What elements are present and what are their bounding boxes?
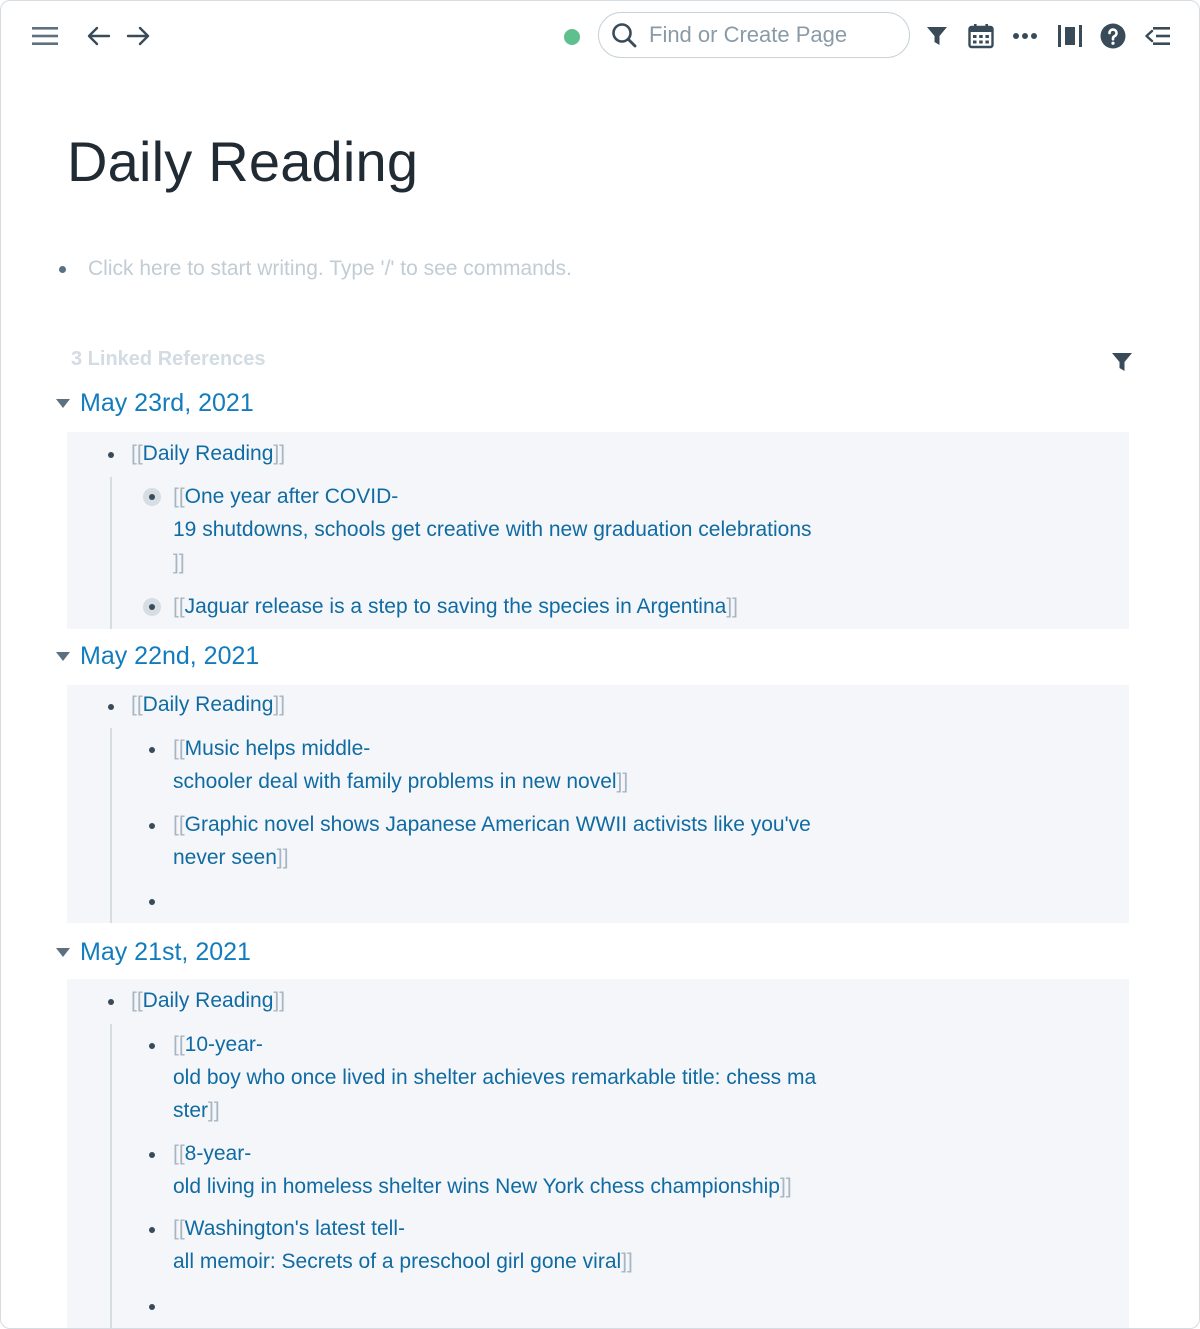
page-link[interactable]: 8-year- (184, 1142, 252, 1165)
block-bullet[interactable] (149, 823, 155, 829)
forward-arrow-icon[interactable] (125, 23, 151, 49)
page-link[interactable]: Music helps middle- (184, 737, 371, 760)
list-item[interactable]: [[One year after COVID- 19 shutdowns, schools get creative with new graduation celebrations ]] (173, 485, 812, 574)
search-box[interactable] (598, 12, 910, 58)
parent-block[interactable]: [[Daily Reading]] (131, 989, 286, 1012)
reference-date-link[interactable]: May 23rd, 2021 (80, 389, 254, 417)
page-link[interactable]: Graphic novel shows Japanese American WWII activists like you've (184, 813, 811, 836)
block-bullet[interactable] (149, 1043, 155, 1049)
list-item[interactable]: [[Music helps middle- schooler deal with family problems in new novel]] (173, 737, 629, 793)
page-link-continued[interactable]: ster (173, 1099, 209, 1122)
list-item[interactable]: [[10-year- old boy who once lived in shelter achieves remarkable title: chess ma ster]] (173, 1033, 817, 1122)
block-bullet[interactable] (149, 1227, 155, 1233)
page-link[interactable]: Daily Reading (142, 989, 274, 1012)
search-input[interactable] (647, 21, 901, 49)
page-link-continued[interactable]: all memoir: Secrets of a preschool girl gone viral (173, 1250, 622, 1273)
page-link-continued[interactable]: never seen (173, 846, 277, 869)
empty-block-bullet[interactable] (149, 899, 155, 905)
page-link[interactable]: Daily Reading (142, 693, 274, 716)
reference-block (67, 685, 1129, 923)
collapse-caret-icon[interactable] (56, 652, 70, 661)
reference-group-header[interactable] (56, 938, 251, 967)
reference-block (67, 432, 1129, 629)
page-link[interactable]: One year after COVID- (184, 485, 399, 508)
more-icon[interactable] (1011, 23, 1039, 49)
page-link[interactable]: Jaguar release is a step to saving the species in Argentina (184, 595, 727, 618)
children-guide-line (110, 728, 112, 923)
block-bullet[interactable] (59, 266, 66, 273)
right-sidebar-icon[interactable] (1144, 23, 1172, 49)
linked-references-count: 3 Linked References (71, 348, 266, 370)
block-bullet[interactable] (108, 999, 114, 1005)
empty-block[interactable] (59, 257, 572, 281)
reference-group-header[interactable] (56, 642, 259, 671)
block-bullet[interactable] (108, 452, 114, 458)
page-link-continued[interactable]: old living in homeless shelter wins New York chess championship (173, 1175, 780, 1198)
list-item[interactable]: [[Graphic novel shows Japanese American WWII activists like you've never seen]] (173, 813, 811, 869)
filter-icon[interactable] (925, 23, 949, 49)
page-link[interactable]: Daily Reading (142, 442, 274, 465)
reference-block (67, 979, 1129, 1329)
page-link[interactable]: 10-year- (184, 1033, 263, 1056)
collapsed-bullet-icon[interactable] (143, 488, 161, 506)
list-item[interactable]: [[8-year- old living in homeless shelter wins New York chess championship]] (173, 1142, 792, 1198)
page-link-continued[interactable]: 19 shutdowns, schools get creative with new graduation celebrations (173, 518, 812, 541)
page-link-continued[interactable]: old boy who once lived in shelter achieves remarkable title: chess ma (173, 1066, 817, 1089)
block-bullet[interactable] (149, 747, 155, 753)
children-guide-line (110, 477, 112, 629)
top-bar (1, 1, 1199, 71)
references-filter-icon[interactable] (1111, 351, 1133, 378)
list-item[interactable]: [[Jaguar release is a step to saving the species in Argentina]] (173, 595, 739, 618)
empty-block-bullet[interactable] (149, 1304, 155, 1310)
page-link[interactable]: Washington's latest tell- (184, 1217, 405, 1240)
collapse-caret-icon[interactable] (56, 948, 70, 957)
parent-block[interactable]: [[Daily Reading]] (131, 693, 286, 716)
sidebar-icon[interactable] (1056, 23, 1084, 49)
menu-icon[interactable] (31, 23, 59, 49)
calendar-icon[interactable] (967, 21, 995, 51)
collapse-caret-icon[interactable] (56, 399, 70, 408)
reference-date-link[interactable]: May 22nd, 2021 (80, 642, 260, 670)
search-icon (611, 22, 637, 48)
children-guide-line (110, 1024, 112, 1329)
block-bullet[interactable] (149, 1152, 155, 1158)
block-placeholder[interactable]: Click here to start writing. Type '/' to see commands. (88, 257, 572, 280)
reference-date-link[interactable]: May 21st, 2021 (80, 938, 251, 966)
reference-group-header[interactable] (56, 389, 254, 418)
sync-status-icon (564, 29, 580, 45)
help-icon[interactable] (1099, 22, 1127, 50)
back-arrow-icon[interactable] (86, 23, 112, 49)
parent-block[interactable]: [[Daily Reading]] (131, 442, 286, 465)
page-link-continued[interactable]: schooler deal with family problems in new novel (173, 770, 617, 793)
collapsed-bullet-icon[interactable] (143, 598, 161, 616)
list-item[interactable]: [[Washington's latest tell- all memoir: Secrets of a preschool girl gone viral]] (173, 1217, 633, 1273)
block-bullet[interactable] (108, 704, 114, 710)
page-title[interactable]: Daily Reading (67, 130, 419, 193)
